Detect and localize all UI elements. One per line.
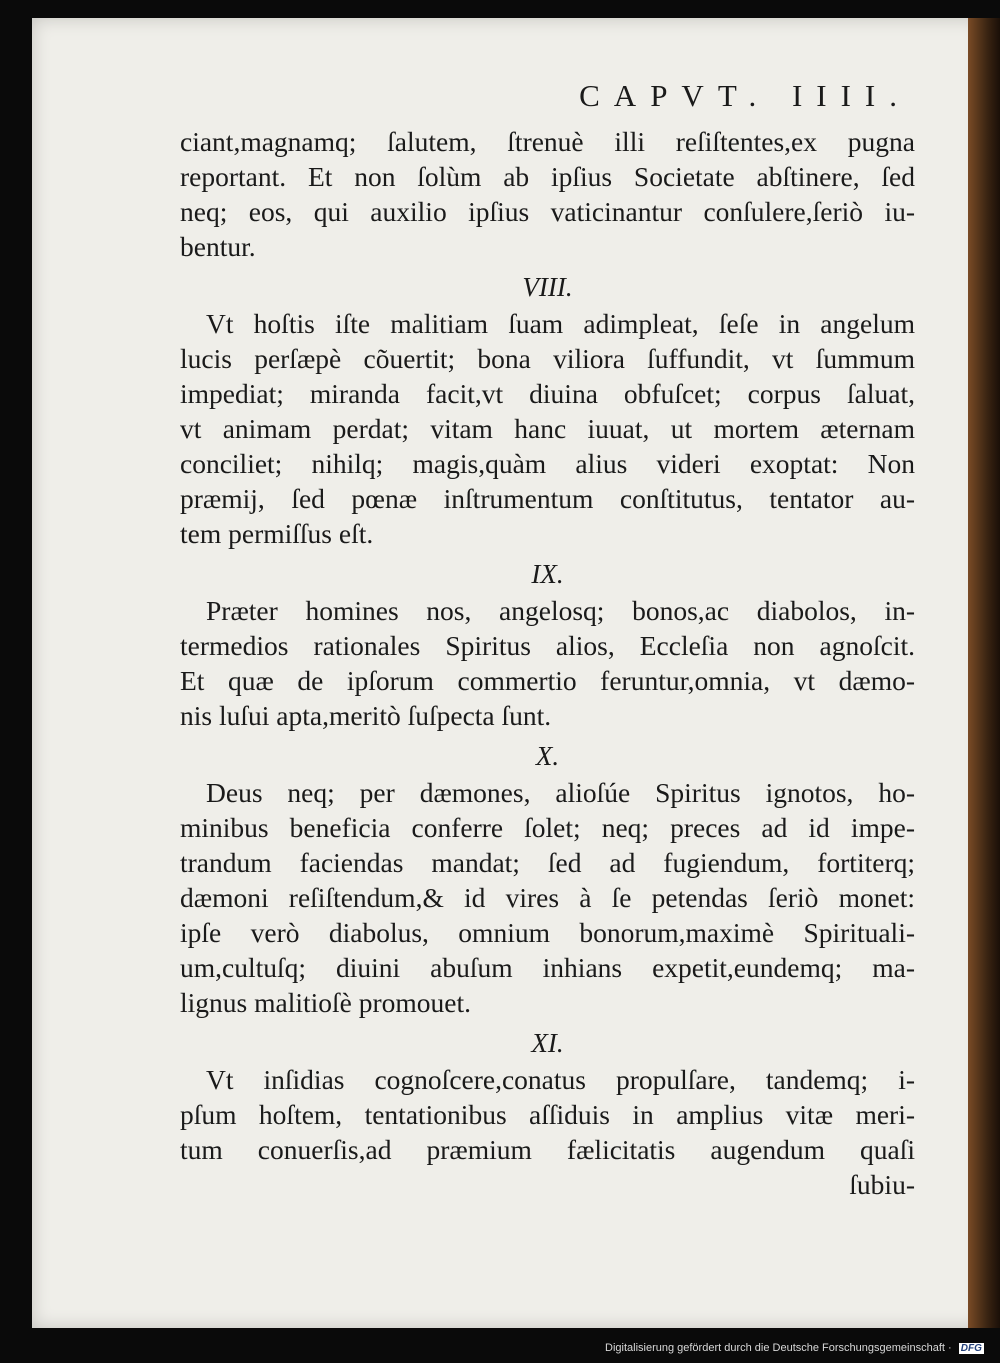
- paragraph-ix: [180, 593, 915, 733]
- book-spine-edge: [968, 18, 1000, 1328]
- text-line: ipſe verò diabolus, omnium bonorum,maximè Spirituali-: [180, 917, 915, 948]
- digitization-credit: [605, 1342, 984, 1354]
- text-line: Deus neq; per dæmones, alioſúe Spiritus ignotos, ho-: [206, 777, 915, 808]
- paragraph-xi: [180, 1062, 915, 1202]
- text-line: reportant. Et non ſolùm ab ipſius Societate abſtinere, ſed: [180, 161, 915, 192]
- dfg-logo: DFG: [960, 1343, 982, 1354]
- text-line: pſum hoſtem, tentationibus aſſiduis in amplius vitæ meri-: [180, 1099, 915, 1130]
- text-line: nis luſui apta,meritò ſuſpecta ſunt.: [180, 700, 552, 731]
- section-number-x: X.: [535, 741, 560, 771]
- text-line: vt animam perdat; vitam hanc iuuat, ut mortem æternam: [180, 413, 915, 444]
- text-line: impediat; miranda facit,vt diuina obfuſcet; corpus ſaluat,: [180, 378, 915, 409]
- paragraph-continuation: [180, 124, 915, 264]
- text-line: ciant,magnamq; ſalutem, ſtrenuè illi reſiſtentes,ex pugna: [180, 126, 915, 157]
- running-head: CAPVT. IIII.: [579, 78, 911, 113]
- text-line: lucis perſæpè cõuertit; bona viliora ſuffundit, vt ſummum: [180, 343, 915, 374]
- paragraph-x: [180, 775, 915, 1020]
- text-line: um,cultuſq; diuini abuſum inhians expetit,eundemq; ma-: [180, 952, 915, 983]
- text-line: præmij, ſed pœnæ inſtrumentum conſtitutus, tentator au-: [180, 483, 915, 514]
- text-line: bentur.: [180, 231, 256, 262]
- text-line: tem permiſſus eſt.: [180, 518, 374, 549]
- text-line: neq; eos, qui auxilio ipſius vaticinantur conſulere,ſeriò iu-: [180, 196, 915, 227]
- text-line: conciliet; nihilq; magis,quàm alius videri exoptat: Non: [180, 448, 915, 479]
- text-line: minibus beneficia conferre ſolet; neq; preces ad id impe-: [180, 812, 915, 843]
- section-number-viii: VIII.: [522, 272, 573, 302]
- credit-text: Digitalisierung gefördert durch die Deutsche Forschungsgemeinschaft ·: [605, 1342, 952, 1354]
- text-block: [180, 60, 915, 1202]
- paragraph-viii: [180, 306, 915, 551]
- catchword: ſubiu-: [849, 1169, 915, 1200]
- section-number-ix: IX.: [531, 559, 564, 589]
- text-line: Præter homines nos, angelosq; bonos,ac diabolos, in-: [206, 595, 915, 626]
- text-line: Vt inſidias cognoſcere,conatus propulſare, tandemq; i-: [206, 1064, 915, 1095]
- section-number-xi: XI.: [531, 1028, 564, 1058]
- text-line: lignus malitioſè promouet.: [180, 987, 472, 1018]
- text-line: termedios rationales Spiritus alios, Eccleſia non agnoſcit.: [180, 630, 915, 661]
- text-line: Vt hoſtis iſte malitiam ſuam adimpleat, ſeſe in angelum: [206, 308, 915, 339]
- text-line: Et quæ de ipſorum commertio feruntur,omnia, vt dæmo-: [180, 665, 915, 696]
- text-line: trandum faciendas mandat; ſed ad fugiendum, fortiterq;: [180, 847, 915, 878]
- text-line: dæmoni reſiſtendum,& id vires à ſe petendas ſeriò monet:: [180, 882, 915, 913]
- text-line: tum conuerſis,ad præmium fælicitatis augendum quaſi: [180, 1134, 915, 1165]
